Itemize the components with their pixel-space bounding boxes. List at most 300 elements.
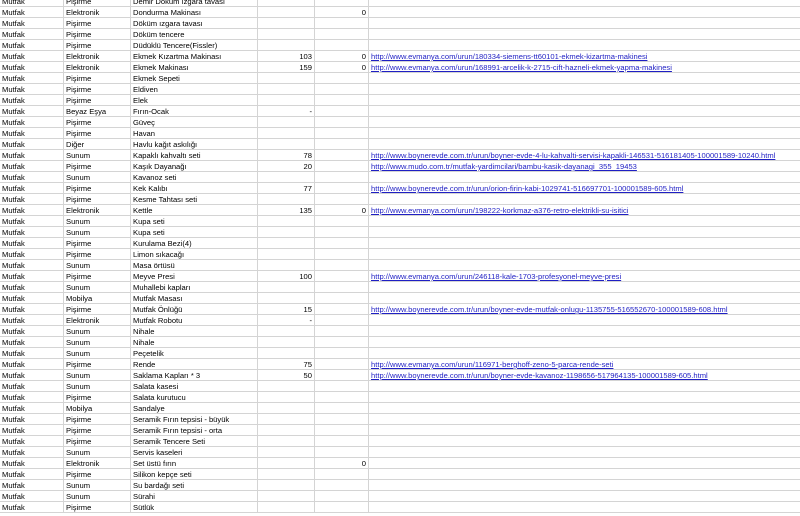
cell-c[interactable]: Kupa seti (131, 227, 258, 238)
cell-f[interactable] (369, 205, 800, 216)
cell-e[interactable] (315, 139, 369, 150)
cell-f[interactable] (369, 95, 800, 106)
cell-f[interactable] (369, 7, 800, 18)
cell-f[interactable] (369, 359, 800, 370)
cell-c[interactable]: Mutfak Önlüğü (131, 304, 258, 315)
cell-e[interactable] (315, 436, 369, 447)
cell-f[interactable] (369, 370, 800, 381)
cell-d[interactable]: 135 (258, 205, 315, 216)
cell-e[interactable] (315, 271, 369, 282)
cell-d[interactable] (258, 282, 315, 293)
hyperlink[interactable]: http://www.mudo.com.tr/mutfak-yardimcilari/bambu-kasik-dayanagi_355_19453 (371, 162, 637, 171)
table-row (0, 282, 800, 293)
cell-e[interactable] (315, 337, 369, 348)
cell-a[interactable]: Mutfak (0, 392, 64, 403)
cell-a[interactable]: Mutfak (0, 95, 64, 106)
cell-d[interactable] (258, 95, 315, 106)
table-row (0, 348, 800, 359)
cell-a[interactable]: Mutfak (0, 403, 64, 414)
cell-e[interactable] (315, 392, 369, 403)
cell-e[interactable] (315, 326, 369, 337)
table-row (0, 414, 800, 425)
cell-a[interactable]: Mutfak (0, 293, 64, 304)
cell-b[interactable]: Mobilya (64, 293, 131, 304)
cell-b[interactable]: Sunum (64, 370, 131, 381)
cell-d[interactable] (258, 117, 315, 128)
cell-d[interactable] (258, 7, 315, 18)
cell-e[interactable] (315, 348, 369, 359)
cell-d[interactable]: - (258, 315, 315, 326)
cell-f[interactable] (369, 491, 800, 502)
cell-f[interactable] (369, 194, 800, 205)
cell-b[interactable]: Sunum (64, 480, 131, 491)
cell-d[interactable] (258, 128, 315, 139)
cell-b[interactable]: Beyaz Eşya (64, 106, 131, 117)
cell-d[interactable] (258, 293, 315, 304)
cell-e[interactable] (315, 491, 369, 502)
cell-b[interactable]: Elektronik (64, 51, 131, 62)
cell-f[interactable] (369, 51, 800, 62)
cell-a[interactable]: Mutfak (0, 18, 64, 29)
cell-e[interactable] (315, 128, 369, 139)
cell-d[interactable] (258, 414, 315, 425)
cell-b[interactable]: Elektronik (64, 205, 131, 216)
cell-a[interactable]: Mutfak (0, 139, 64, 150)
cell-f[interactable] (369, 392, 800, 403)
cell-c[interactable]: Elek (131, 95, 258, 106)
cell-c[interactable]: Kapaklı kahvaltı seti (131, 150, 258, 161)
cell-f[interactable] (369, 282, 800, 293)
cell-c[interactable]: Demir Döküm ızgara tavası (131, 0, 258, 7)
cell-e[interactable] (315, 161, 369, 172)
cell-f[interactable] (369, 469, 800, 480)
cell-a[interactable]: Mutfak (0, 7, 64, 18)
cell-b[interactable]: Pişirme (64, 392, 131, 403)
cell-a[interactable]: Mutfak (0, 29, 64, 40)
cell-c[interactable]: Sürahi (131, 491, 258, 502)
cell-c[interactable]: Limon sıkacağı (131, 249, 258, 260)
hyperlink[interactable]: http://www.boynerevde.com.tr/urun/boyner-evde-4-lu-kahvalti-servisi-kapakli-146531-516181405-100001589-10240.html (371, 151, 776, 160)
cell-e[interactable] (315, 84, 369, 95)
cell-d[interactable] (258, 249, 315, 260)
cell-d[interactable]: 100 (258, 271, 315, 282)
cell-b[interactable]: Pişirme (64, 183, 131, 194)
cell-c[interactable]: Masa örtüsü (131, 260, 258, 271)
cell-b[interactable]: Sunum (64, 216, 131, 227)
cell-f[interactable] (369, 436, 800, 447)
cell-e[interactable] (315, 73, 369, 84)
cell-d[interactable] (258, 425, 315, 436)
cell-d[interactable]: 20 (258, 161, 315, 172)
cell-e[interactable] (315, 381, 369, 392)
cell-e[interactable]: 0 (315, 458, 369, 469)
cell-c[interactable]: Kupa seti (131, 216, 258, 227)
cell-f[interactable] (369, 326, 800, 337)
cell-c[interactable]: Kavanoz seti (131, 172, 258, 183)
cell-f[interactable] (369, 128, 800, 139)
cell-d[interactable] (258, 337, 315, 348)
cell-a[interactable]: Mutfak (0, 480, 64, 491)
cell-a[interactable]: Mutfak (0, 249, 64, 260)
cell-a[interactable]: Mutfak (0, 227, 64, 238)
cell-a[interactable]: Mutfak (0, 238, 64, 249)
cell-a[interactable]: Mutfak (0, 260, 64, 271)
cell-c[interactable]: Sütlük (131, 502, 258, 513)
cell-f[interactable] (369, 293, 800, 304)
cell-e[interactable] (315, 0, 369, 7)
cell-f[interactable] (369, 0, 800, 7)
cell-e[interactable] (315, 40, 369, 51)
cell-f[interactable] (369, 227, 800, 238)
cell-a[interactable]: Mutfak (0, 128, 64, 139)
cell-a[interactable]: Mutfak (0, 183, 64, 194)
cell-c[interactable]: Nihale (131, 326, 258, 337)
table-row (0, 502, 800, 513)
cell-b[interactable]: Diğer (64, 139, 131, 150)
cell-b[interactable]: Pişirme (64, 271, 131, 282)
cell-a[interactable]: Mutfak (0, 425, 64, 436)
cell-e[interactable] (315, 480, 369, 491)
cell-d[interactable] (258, 84, 315, 95)
cell-d[interactable] (258, 139, 315, 150)
cell-d[interactable] (258, 238, 315, 249)
cell-c[interactable]: Fırın-Ocak (131, 106, 258, 117)
cell-c[interactable]: Düdüklü Tencere(Fissler) (131, 40, 258, 51)
cell-c[interactable]: Sandalye (131, 403, 258, 414)
cell-f[interactable] (369, 216, 800, 227)
cell-d[interactable]: 77 (258, 183, 315, 194)
cell-c[interactable]: Kettle (131, 205, 258, 216)
cell-a[interactable]: Mutfak (0, 0, 64, 7)
cell-e[interactable] (315, 403, 369, 414)
cell-c[interactable]: Seramik Tencere Seti (131, 436, 258, 447)
hyperlink[interactable]: http://www.evmanya.com/urun/198222-korkmaz-a376-retro-elektrikli-su-isitici (371, 206, 629, 215)
cell-e[interactable]: 0 (315, 205, 369, 216)
cell-b[interactable]: Pişirme (64, 95, 131, 106)
cell-d[interactable] (258, 381, 315, 392)
cell-e[interactable] (315, 106, 369, 117)
cell-c[interactable]: Muhallebi kapları (131, 282, 258, 293)
cell-a[interactable]: Mutfak (0, 271, 64, 282)
cell-d[interactable]: 75 (258, 359, 315, 370)
cell-a[interactable]: Mutfak (0, 370, 64, 381)
cell-b[interactable]: Elektronik (64, 62, 131, 73)
cell-c[interactable]: Mutfak Masası (131, 293, 258, 304)
cell-f[interactable] (369, 161, 800, 172)
cell-b[interactable]: Sunum (64, 337, 131, 348)
cell-f[interactable] (369, 502, 800, 513)
cell-c[interactable]: Saklama Kapları * 3 (131, 370, 258, 381)
cell-a[interactable]: Mutfak (0, 161, 64, 172)
cell-e[interactable] (315, 315, 369, 326)
cell-e[interactable]: 0 (315, 7, 369, 18)
cell-b[interactable]: Pişirme (64, 18, 131, 29)
cell-d[interactable]: 50 (258, 370, 315, 381)
cell-d[interactable] (258, 18, 315, 29)
cell-f[interactable] (369, 403, 800, 414)
cell-d[interactable] (258, 491, 315, 502)
cell-a[interactable]: Mutfak (0, 84, 64, 95)
cell-d[interactable] (258, 29, 315, 40)
cell-a[interactable]: Mutfak (0, 150, 64, 161)
cell-b[interactable]: Pişirme (64, 414, 131, 425)
cell-c[interactable]: Nihale (131, 337, 258, 348)
cell-b[interactable]: Sunum (64, 491, 131, 502)
cell-c[interactable]: Set üstü fırın (131, 458, 258, 469)
cell-c[interactable]: Ekmek Makinası (131, 62, 258, 73)
cell-a[interactable]: Mutfak (0, 205, 64, 216)
cell-f[interactable] (369, 29, 800, 40)
cell-b[interactable]: Sunum (64, 447, 131, 458)
cell-c[interactable]: Seramik Fırın tepsisi - büyük (131, 414, 258, 425)
cell-b[interactable]: Pişirme (64, 84, 131, 95)
cell-c[interactable]: Mutfak Robotu (131, 315, 258, 326)
cell-e[interactable] (315, 183, 369, 194)
cell-f[interactable] (369, 62, 800, 73)
cell-d[interactable]: 78 (258, 150, 315, 161)
cell-e[interactable]: 0 (315, 51, 369, 62)
cell-c[interactable]: Güveç (131, 117, 258, 128)
cell-f[interactable] (369, 40, 800, 51)
cell-c[interactable]: Döküm tencere (131, 29, 258, 40)
cell-a[interactable]: Mutfak (0, 62, 64, 73)
cell-e[interactable] (315, 29, 369, 40)
cell-e[interactable] (315, 469, 369, 480)
cell-a[interactable]: Mutfak (0, 117, 64, 128)
cell-b[interactable]: Sunum (64, 172, 131, 183)
cell-e[interactable] (315, 249, 369, 260)
cell-c[interactable]: Kesme Tahtası seti (131, 194, 258, 205)
cell-b[interactable]: Pişirme (64, 0, 131, 7)
cell-a[interactable]: Mutfak (0, 414, 64, 425)
cell-f[interactable] (369, 150, 800, 161)
cell-a[interactable]: Mutfak (0, 194, 64, 205)
cell-e[interactable] (315, 359, 369, 370)
cell-a[interactable]: Mutfak (0, 359, 64, 370)
table-row (0, 436, 800, 447)
cell-e[interactable] (315, 238, 369, 249)
cell-c[interactable]: Ekmek Kızartma Makinası (131, 51, 258, 62)
cell-c[interactable]: Peçetelik (131, 348, 258, 359)
cell-d[interactable] (258, 502, 315, 513)
cell-b[interactable]: Pişirme (64, 436, 131, 447)
cell-b[interactable]: Pişirme (64, 40, 131, 51)
cell-a[interactable]: Mutfak (0, 458, 64, 469)
cell-a[interactable]: Mutfak (0, 315, 64, 326)
cell-b[interactable]: Pişirme (64, 359, 131, 370)
cell-d[interactable] (258, 348, 315, 359)
cell-f[interactable] (369, 315, 800, 326)
cell-f[interactable] (369, 117, 800, 128)
cell-b[interactable]: Pişirme (64, 238, 131, 249)
cell-b[interactable]: Pişirme (64, 304, 131, 315)
cell-b[interactable]: Sunum (64, 282, 131, 293)
cell-d[interactable] (258, 403, 315, 414)
cell-b[interactable]: Elektronik (64, 315, 131, 326)
cell-d[interactable] (258, 227, 315, 238)
cell-a[interactable]: Mutfak (0, 326, 64, 337)
hyperlink[interactable]: http://www.boynerevde.com.tr/urun/boyner-evde-kavanoz-1198656-517964135-100001589-605.html (371, 371, 708, 380)
cell-a[interactable]: Mutfak (0, 447, 64, 458)
cell-f[interactable] (369, 348, 800, 359)
cell-a[interactable]: Mutfak (0, 469, 64, 480)
cell-d[interactable] (258, 392, 315, 403)
cell-a[interactable]: Mutfak (0, 381, 64, 392)
cell-d[interactable]: - (258, 106, 315, 117)
table-row (0, 84, 800, 95)
cell-a[interactable]: Mutfak (0, 491, 64, 502)
cell-b[interactable]: Sunum (64, 150, 131, 161)
cell-e[interactable] (315, 117, 369, 128)
cell-f[interactable] (369, 249, 800, 260)
cell-d[interactable] (258, 172, 315, 183)
cell-d[interactable] (258, 216, 315, 227)
cell-f[interactable] (369, 304, 800, 315)
cell-b[interactable]: Sunum (64, 326, 131, 337)
cell-b[interactable]: Sunum (64, 381, 131, 392)
cell-e[interactable] (315, 425, 369, 436)
cell-a[interactable]: Mutfak (0, 436, 64, 447)
cell-c[interactable]: Servis kaseleri (131, 447, 258, 458)
cell-d[interactable] (258, 73, 315, 84)
cell-e[interactable]: 0 (315, 62, 369, 73)
cell-e[interactable] (315, 414, 369, 425)
cell-b[interactable]: Pişirme (64, 117, 131, 128)
cell-b[interactable]: Pişirme (64, 194, 131, 205)
cell-c[interactable]: Kaşık Dayanağı (131, 161, 258, 172)
cell-c[interactable]: Salata kurutucu (131, 392, 258, 403)
cell-a[interactable]: Mutfak (0, 51, 64, 62)
cell-c[interactable]: Seramik Fırın tepsisi - orta (131, 425, 258, 436)
cell-b[interactable]: Pişirme (64, 249, 131, 260)
cell-b[interactable]: Elektronik (64, 458, 131, 469)
cell-f[interactable] (369, 337, 800, 348)
cell-f[interactable] (369, 480, 800, 491)
cell-f[interactable] (369, 458, 800, 469)
cell-d[interactable]: 103 (258, 51, 315, 62)
cell-a[interactable]: Mutfak (0, 106, 64, 117)
cell-c[interactable]: Silikon kepçe seti (131, 469, 258, 480)
cell-c[interactable]: Dondurma Makinası (131, 7, 258, 18)
cell-e[interactable] (315, 172, 369, 183)
cell-c[interactable]: Kek Kalıbı (131, 183, 258, 194)
cell-e[interactable] (315, 18, 369, 29)
hyperlink[interactable]: http://www.evmanya.com/urun/246118-kale-1703-profesyonel-meyve-presi (371, 272, 622, 281)
table-row (0, 106, 800, 117)
cell-f[interactable] (369, 106, 800, 117)
cell-a[interactable]: Mutfak (0, 337, 64, 348)
cell-b[interactable]: Pişirme (64, 502, 131, 513)
cell-d[interactable] (258, 447, 315, 458)
cell-c[interactable]: Meyve Presi (131, 271, 258, 282)
cell-f[interactable] (369, 139, 800, 150)
cell-b[interactable]: Sunum (64, 348, 131, 359)
cell-a[interactable]: Mutfak (0, 172, 64, 183)
cell-f[interactable] (369, 260, 800, 271)
cell-d[interactable] (258, 194, 315, 205)
cell-b[interactable]: Sunum (64, 227, 131, 238)
cell-e[interactable] (315, 95, 369, 106)
cell-b[interactable]: Pişirme (64, 128, 131, 139)
cell-d[interactable] (258, 458, 315, 469)
cell-c[interactable]: Döküm ızgara tavası (131, 18, 258, 29)
cell-e[interactable] (315, 150, 369, 161)
cell-d[interactable] (258, 0, 315, 7)
cell-c[interactable]: Havan (131, 128, 258, 139)
cell-d[interactable] (258, 436, 315, 447)
cell-e[interactable] (315, 370, 369, 381)
cell-a[interactable]: Mutfak (0, 304, 64, 315)
cell-d[interactable] (258, 326, 315, 337)
cell-f[interactable] (369, 414, 800, 425)
cell-e[interactable] (315, 304, 369, 315)
cell-c[interactable]: Eldiven (131, 84, 258, 95)
hyperlink[interactable]: http://www.evmanya.com/urun/180334-siemens-tt60101-ekmek-kizartma-makinesi (371, 52, 648, 61)
hyperlink[interactable]: http://www.boynerevde.com.tr/urun/orion-firin-kabi-1029741-516697701-100001589-605.html (371, 184, 684, 193)
cell-a[interactable]: Mutfak (0, 40, 64, 51)
cell-d[interactable] (258, 260, 315, 271)
cell-a[interactable]: Mutfak (0, 282, 64, 293)
cell-b[interactable]: Pişirme (64, 29, 131, 40)
cell-e[interactable] (315, 227, 369, 238)
cell-e[interactable] (315, 260, 369, 271)
cell-e[interactable] (315, 216, 369, 227)
cell-f[interactable] (369, 425, 800, 436)
cell-c[interactable]: Salata kasesi (131, 381, 258, 392)
cell-e[interactable] (315, 447, 369, 458)
cell-e[interactable] (315, 194, 369, 205)
cell-f[interactable] (369, 183, 800, 194)
cell-f[interactable] (369, 271, 800, 282)
hyperlink[interactable]: http://www.evmanya.com/urun/116971-berghoff-zeno-5-parca-rende-seti (371, 360, 614, 369)
cell-c[interactable]: Havlu kağıt askılığı (131, 139, 258, 150)
cell-f[interactable] (369, 84, 800, 95)
hyperlink[interactable]: http://www.boynerevde.com.tr/urun/boyner-evde-mutfak-onlugu-1135755-516552670-100001589-608.html (371, 305, 728, 314)
cell-c[interactable]: Ekmek Sepeti (131, 73, 258, 84)
cell-a[interactable]: Mutfak (0, 73, 64, 84)
cell-a[interactable]: Mutfak (0, 216, 64, 227)
cell-b[interactable]: Pişirme (64, 161, 131, 172)
cell-f[interactable] (369, 18, 800, 29)
cell-b[interactable]: Pişirme (64, 425, 131, 436)
cell-c[interactable]: Rende (131, 359, 258, 370)
cell-c[interactable]: Kurulama Bezi(4) (131, 238, 258, 249)
cell-d[interactable] (258, 469, 315, 480)
cell-b[interactable]: Mobilya (64, 403, 131, 414)
cell-f[interactable] (369, 381, 800, 392)
cell-b[interactable]: Sunum (64, 260, 131, 271)
cell-f[interactable] (369, 73, 800, 84)
cell-a[interactable]: Mutfak (0, 502, 64, 513)
cell-b[interactable]: Pişirme (64, 469, 131, 480)
table-row (0, 117, 800, 128)
cell-f[interactable] (369, 238, 800, 249)
cell-e[interactable] (315, 282, 369, 293)
cell-d[interactable]: 15 (258, 304, 315, 315)
cell-c[interactable]: Su bardağı seti (131, 480, 258, 491)
cell-d[interactable] (258, 40, 315, 51)
cell-e[interactable] (315, 293, 369, 304)
hyperlink[interactable]: http://www.evmanya.com/urun/168991-arcelik-k-2715-cift-hazneli-ekmek-yapma-makinesi (371, 63, 672, 72)
cell-b[interactable]: Pişirme (64, 73, 131, 84)
cell-b[interactable]: Elektronik (64, 7, 131, 18)
cell-f[interactable] (369, 172, 800, 183)
cell-d[interactable]: 159 (258, 62, 315, 73)
cell-f[interactable] (369, 447, 800, 458)
cell-e[interactable] (315, 502, 369, 513)
cell-a[interactable]: Mutfak (0, 348, 64, 359)
cell-d[interactable] (258, 480, 315, 491)
